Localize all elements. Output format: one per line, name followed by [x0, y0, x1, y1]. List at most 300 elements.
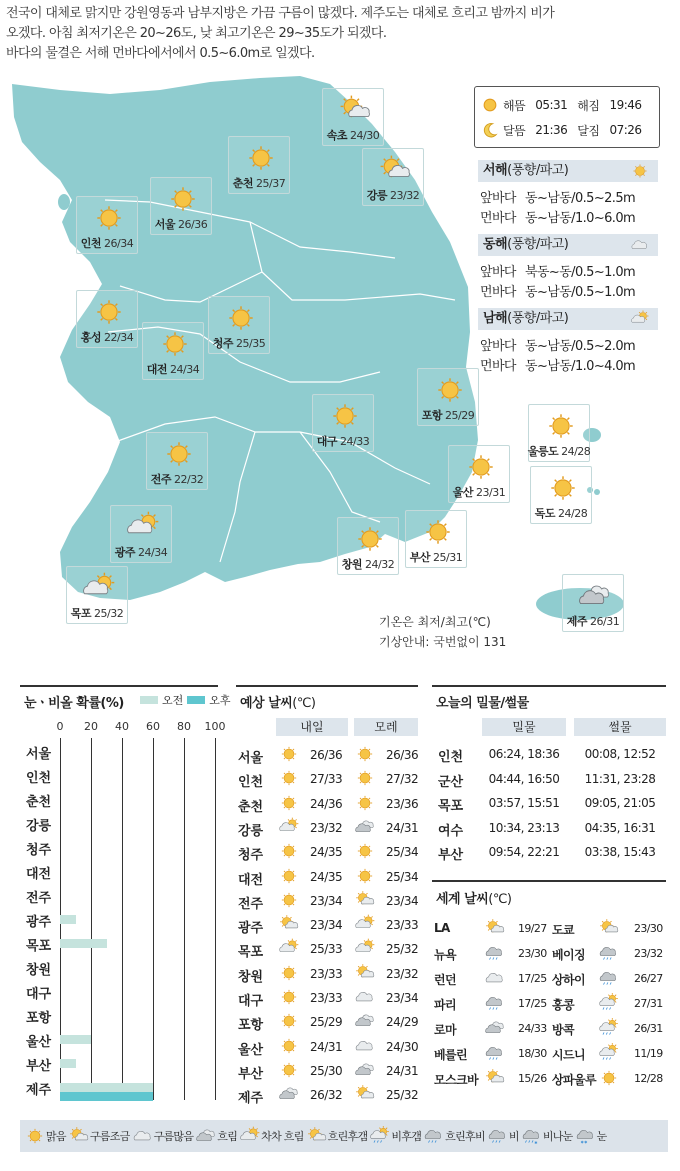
rain-tick-label: 0 [56, 720, 64, 733]
world-icon [484, 1068, 506, 1088]
sun-icon [278, 1036, 300, 1056]
forecast-temp-day1: 23/34 [310, 918, 343, 933]
sun-icon [165, 182, 201, 216]
sunrise-time: 05:31 [535, 98, 568, 112]
world-icon [598, 993, 620, 1013]
forecast-icon-day1 [278, 987, 300, 1007]
rain-city: 창원 [26, 963, 52, 978]
tide-low: 09:05, 21:05 [584, 796, 656, 810]
map-city-label [131, 361, 215, 377]
world-city: 모스크바 [434, 1073, 478, 1087]
sea-row-far [480, 355, 635, 374]
forecast-city: 부산 [238, 1066, 264, 1082]
legend-item [68, 1126, 130, 1146]
map-city-icon [223, 301, 259, 335]
sun-icon [630, 162, 650, 180]
sun-cloud-icon [354, 890, 376, 910]
rain-icon [484, 993, 506, 1013]
sun-icon [278, 1060, 300, 1080]
icon-legend [20, 1120, 668, 1152]
map-city-temp: 24/28 [558, 507, 588, 520]
map-city-icon [243, 141, 279, 175]
forecast-icon-day2 [354, 914, 376, 934]
forecast-icon-day1 [278, 866, 300, 886]
legend-item [132, 1126, 194, 1146]
forecast-icon-day2 [354, 963, 376, 983]
map-city-temp: 24/30 [350, 129, 380, 142]
sea-row-label: 먼바다 [480, 359, 516, 374]
sea-row-label: 앞바다 [480, 339, 516, 354]
rain-tick-label: 40 [115, 720, 129, 733]
forecast-city: 포항 [238, 1018, 264, 1034]
summary-line: 오겠다. 아침 최저기온은 20~26도, 낮 최고기온은 29~35도가 되겠다. [6, 26, 387, 41]
map-city-name: 서울 [154, 218, 176, 231]
sun-icon [161, 437, 197, 471]
rain-city: 대구 [26, 987, 52, 1002]
rain-tick-label: 80 [177, 720, 191, 733]
sun-icon [481, 96, 499, 114]
map-city-name: 제주 [566, 615, 588, 628]
dokdo-island [594, 489, 600, 495]
sun-icon [545, 471, 581, 505]
map-city-temp: 25/37 [256, 177, 286, 190]
map-city-icon [432, 373, 468, 407]
map-city-18 [562, 574, 624, 632]
forecast-city: 전주 [238, 896, 264, 912]
rain-bar-am [60, 939, 107, 948]
cloud-icon [354, 987, 376, 1007]
forecast-temp-day2: 24/29 [386, 1015, 419, 1030]
tide-high: 06:24, 18:36 [488, 747, 560, 761]
rain-bar-am [60, 1083, 153, 1092]
sea-sub: (풍향/파고) [507, 237, 569, 252]
map-city-temp: 26/31 [590, 615, 620, 628]
forecast-icon-day1 [278, 768, 300, 788]
forecast-city: 제주 [238, 1091, 264, 1107]
sun-icon [598, 1068, 620, 1088]
rain-city: 제주 [26, 1083, 52, 1098]
forecast-city: 청주 [238, 848, 264, 864]
forecast-temp-day2: 25/34 [386, 869, 419, 884]
rain-city: 광주 [26, 915, 52, 930]
map-city-label [99, 544, 183, 560]
sun-icon [354, 793, 376, 813]
forecast-icon-day2 [354, 1036, 376, 1056]
forecast-icon-day2 [354, 987, 376, 1007]
legend-label: 비나눈 [542, 1130, 573, 1143]
map-city-name: 대구 [316, 435, 338, 448]
sun-cloud-icon [354, 963, 376, 983]
map-city-0 [322, 88, 384, 146]
legend-item [575, 1126, 607, 1146]
legend-item [306, 1126, 368, 1146]
forecast-icon-day2 [354, 768, 376, 788]
tide-low: 04:35, 16:31 [584, 820, 656, 835]
map-city-label [65, 329, 149, 345]
section-rule [20, 685, 218, 687]
world-city: 베이징 [552, 948, 585, 962]
map-city-icon [377, 153, 413, 187]
map-city-icon [91, 201, 127, 235]
cloud-sun-icon [278, 938, 300, 958]
world-city: 파리 [434, 998, 456, 1012]
rain-city: 인천 [26, 771, 52, 786]
moonset-label: 달짐 [577, 123, 600, 138]
note-line: 기온은 최저/최고(℃) [379, 615, 491, 629]
map-city-icon [125, 510, 161, 544]
cloud-sun-icon [239, 1126, 261, 1146]
rain-city: 전주 [26, 891, 52, 906]
map-city-name: 홍성 [80, 331, 102, 344]
sea-row-label: 앞바다 [480, 191, 516, 206]
sun-cloud-icon [68, 1126, 90, 1146]
world-temp: 17/25 [518, 972, 547, 985]
map-city-label [517, 443, 601, 459]
forecast-icon-day2 [354, 1084, 376, 1104]
map-city-13 [405, 510, 467, 568]
map-city-name: 강릉 [366, 189, 388, 202]
map-city-name: 광주 [114, 546, 136, 559]
forecast-icon-day2 [354, 744, 376, 764]
map-city-icon [157, 327, 193, 361]
world-icon [484, 943, 506, 963]
map-city-label [135, 471, 219, 487]
sun-icon [223, 301, 259, 335]
forecast-icon-day2 [354, 866, 376, 886]
map-city-label [311, 127, 395, 143]
world-city: 도쿄 [552, 923, 574, 937]
sea-row-far [480, 207, 635, 226]
map-city-6 [208, 296, 270, 354]
world-icon [598, 943, 620, 963]
world-city: 뉴욕 [434, 948, 456, 962]
forecast-temp-day1: 27/33 [310, 772, 343, 787]
rain-legend [140, 692, 231, 708]
world-icon [484, 1018, 506, 1038]
sea-header-1 [478, 234, 658, 256]
am-swatch [140, 696, 158, 704]
moon-row [481, 121, 648, 139]
map-city-label [139, 216, 223, 232]
tide-low: 11:31, 23:28 [584, 771, 656, 786]
dark-cloud-icon [278, 1084, 300, 1104]
sea-row-far [480, 281, 635, 300]
map-city-icon [463, 450, 499, 484]
cloud-sun-icon [354, 938, 376, 958]
map-city-name: 부산 [409, 551, 431, 564]
world-temp: 27/31 [634, 997, 663, 1010]
rain-gridline [153, 738, 154, 1100]
summary-line: 전국이 대체로 맑지만 강원영동과 남부지방은 가끔 구름이 많겠다. 제주도는 대체로 흐리고 밤까지 비가 [6, 6, 555, 21]
sun-icon [278, 744, 300, 764]
map-city-temp: 22/34 [104, 331, 134, 344]
tide-city: 군산 [438, 774, 464, 790]
map-city-name: 대전 [146, 363, 168, 376]
forecast-temp-day2: 23/34 [386, 893, 419, 908]
sun-icon [354, 768, 376, 788]
forecast-city: 서울 [238, 751, 264, 766]
map-city-name: 전주 [150, 473, 172, 486]
map-city-2 [362, 148, 424, 206]
legend-label: 흐린후비 [445, 1130, 485, 1143]
forecast-icon-day2 [354, 890, 376, 910]
map-city-label [301, 433, 385, 449]
sun-moon-box [474, 86, 660, 148]
rain-bar-am [60, 915, 76, 924]
map-city-label [55, 605, 139, 621]
sea-name: 남해 [483, 311, 508, 326]
world-icon [598, 968, 620, 988]
dark-cloud-icon [484, 1018, 506, 1038]
map-city-name: 청주 [212, 337, 234, 350]
forecast-temp-day1: 24/36 [310, 796, 343, 811]
legend-item [487, 1126, 519, 1146]
pm-label: 오후 [209, 694, 231, 707]
tide-low: 00:08, 12:52 [584, 747, 656, 761]
legend-item [195, 1126, 237, 1146]
map-city-17 [530, 466, 592, 524]
forecast-icon-day2 [354, 1060, 376, 1080]
map-city-name: 목포 [70, 607, 92, 620]
sun-cloud-icon [278, 914, 300, 934]
rain-city: 청주 [26, 843, 52, 858]
cloud-icon [484, 968, 506, 988]
map-city-temp: 25/29 [445, 409, 475, 422]
world-city: 상하이 [552, 973, 585, 987]
rain-city: 울산 [26, 1035, 52, 1050]
map-city-name: 창원 [341, 558, 363, 571]
rain-city: 강릉 [26, 819, 52, 834]
sunset-label: 해짐 [577, 98, 600, 113]
rain-bar-pm [60, 1092, 153, 1101]
world-city: 홍콩 [552, 998, 574, 1012]
moon-icon [481, 121, 499, 139]
svg-text:✱ ✱: ✱ ✱ [580, 1139, 587, 1145]
forecast-title-text: 예상 날씨 [240, 696, 293, 711]
dark-cloud-icon [577, 579, 613, 613]
ganghwa-island [58, 194, 70, 210]
forecast-icon-day2 [354, 793, 376, 813]
tide-city: 부산 [438, 848, 464, 863]
dark-cloud-icon [354, 817, 376, 837]
map-city-icon [337, 93, 373, 127]
sun-icon [420, 515, 456, 549]
world-icon [598, 1068, 620, 1088]
legend-item [24, 1126, 66, 1146]
map-city-12 [110, 505, 172, 563]
world-icon [598, 918, 620, 938]
map-city-icon [420, 515, 456, 549]
tide-high: 03:57, 15:51 [488, 796, 560, 810]
world-title-text: 세계 날씨 [436, 892, 489, 907]
sun-icon [91, 295, 127, 329]
legend-label: 맑음 [46, 1130, 66, 1143]
forecast-temp-day2: 25/32 [386, 942, 419, 957]
rain-icon [484, 1043, 506, 1063]
forecast-temp-day1: 25/29 [310, 1015, 343, 1030]
forecast-city: 광주 [238, 921, 264, 937]
section-rule [432, 880, 666, 882]
legend-label: 흐림 [217, 1130, 238, 1143]
map-city-temp: 26/34 [104, 237, 134, 250]
map-city-name: 포항 [421, 409, 443, 422]
world-city: 베를린 [434, 1048, 467, 1062]
sun-icon [278, 963, 300, 983]
rain-gridline [184, 738, 185, 1100]
am-label: 오전 [162, 694, 184, 707]
rain-bar-am [60, 1059, 76, 1068]
world-city: 방콕 [552, 1023, 574, 1037]
forecast-icon-day1 [278, 1036, 300, 1056]
map-city-temp: 24/28 [561, 445, 591, 458]
forecast-temp-day1: 23/33 [310, 966, 343, 981]
map-city-14 [337, 517, 399, 575]
sun-cloud-icon [484, 1068, 506, 1088]
cloud-sun-icon [354, 914, 376, 934]
map-city-16 [528, 404, 590, 462]
map-city-temp: 23/32 [390, 189, 420, 202]
map-city-name: 속초 [326, 129, 348, 142]
rain-icon [598, 968, 620, 988]
forecast-temp-day2: 27/32 [386, 772, 419, 787]
world-temp: 12/28 [634, 1072, 663, 1085]
map-city-temp: 24/34 [170, 363, 200, 376]
world-icon [598, 1018, 620, 1038]
forecast-temp-day2: 24/30 [386, 1039, 419, 1054]
world-city: 시드니 [552, 1048, 585, 1062]
forecast-temp-day2: 24/31 [386, 820, 419, 835]
sunrise-label: 해뜸 [503, 98, 526, 113]
sun-icon [354, 744, 376, 764]
legend-label: 구름많음 [153, 1130, 194, 1143]
world-title [436, 888, 512, 907]
tide-title: 오늘의 밀물/썰물 [436, 696, 529, 711]
forecast-temp-day1: 26/36 [310, 748, 343, 762]
sun-cloud-icon [337, 93, 373, 127]
world-temp: 19/27 [518, 922, 547, 935]
note-line: 기상안내: 국번없이 131 [379, 635, 507, 649]
map-city-name: 독도 [534, 507, 556, 520]
forecast-temp-day1: 26/32 [310, 1088, 343, 1103]
rain-city: 서울 [26, 747, 52, 762]
rain-city: 대전 [26, 867, 52, 882]
forecast-icon-day1 [278, 1084, 300, 1104]
map-city-icon [543, 409, 579, 443]
forecast-city: 춘천 [238, 799, 264, 815]
forecast-temp-day1: 24/31 [310, 1039, 343, 1054]
map-note [379, 612, 506, 652]
sun-icon [24, 1126, 46, 1146]
legend-item [423, 1126, 485, 1146]
tide-city: 목포 [438, 799, 464, 814]
snow-icon [575, 1126, 597, 1146]
legend-label: 비후갬 [391, 1130, 422, 1143]
sun-cloud-icon [377, 153, 413, 187]
legend-label: 눈 [596, 1130, 607, 1143]
forecast-temp-day2: 26/36 [386, 748, 419, 762]
forecast-icon-day1 [278, 744, 300, 764]
sea-row-label: 먼바다 [480, 285, 516, 300]
rain-bar-am [60, 1035, 91, 1044]
map-city-label [217, 175, 301, 191]
sunset-time: 19:46 [609, 98, 642, 112]
world-temp: 15/26 [518, 1072, 547, 1085]
map-city-temp: 25/31 [433, 551, 463, 564]
sun-rain-icon [598, 993, 620, 1013]
map-city-icon [165, 182, 201, 216]
cloud-sun-icon [81, 571, 117, 605]
forecast-day1-header: 내일 [276, 718, 348, 736]
forecast-temp-day1: 23/32 [310, 820, 343, 835]
rain-title: 눈ㆍ비올 확률(%) [24, 696, 124, 711]
map-city-icon [545, 471, 581, 505]
world-temp: 11/19 [634, 1047, 663, 1060]
map-city-label [326, 556, 410, 572]
tide-high: 10:34, 23:13 [488, 820, 560, 835]
legend-label: 흐린후갬 [327, 1130, 368, 1143]
cloud-icon [354, 1036, 376, 1056]
sea-name: 서해 [483, 163, 508, 178]
rain-tick-label: 100 [204, 720, 226, 733]
tide-high: 09:54, 22:21 [488, 845, 560, 859]
map-city-label [197, 335, 281, 351]
legend-item [521, 1126, 573, 1146]
pm-swatch [187, 696, 205, 704]
legend-label: 비 [508, 1130, 519, 1143]
map-city-temp: 24/34 [138, 546, 168, 559]
dark-cloud-icon [354, 1060, 376, 1080]
sun-icon [278, 768, 300, 788]
map-city-7 [142, 322, 204, 380]
rain-city: 부산 [26, 1059, 52, 1074]
map-city-label [519, 505, 603, 521]
forecast-temp-day2: 23/36 [386, 796, 419, 811]
world-unit: (℃) [488, 892, 512, 907]
map-city-8 [417, 368, 479, 426]
sun-icon [278, 841, 300, 861]
forecast-temp-day1: 23/34 [310, 893, 343, 908]
forecast-city: 울산 [238, 1042, 264, 1058]
map-city-icon [161, 437, 197, 471]
rain-icon [598, 943, 620, 963]
rain-city: 춘천 [26, 795, 52, 810]
summary-line: 바다의 물결은 서해 먼바다에서에서 0.5~6.0m로 일겠다. [6, 46, 315, 61]
world-icon [484, 968, 506, 988]
rain-icon [423, 1126, 445, 1146]
world-temp: 23/32 [634, 947, 663, 960]
forecast-temp-day2: 25/34 [386, 845, 419, 860]
cloud-sun-icon [125, 510, 161, 544]
map-city-name: 춘천 [232, 177, 254, 190]
forecast-city: 대전 [238, 872, 264, 888]
forecast-icon-day2 [354, 841, 376, 861]
sun-cloud-icon [306, 1126, 328, 1146]
forecast-icon-day1 [278, 938, 300, 958]
dark-cloud-icon [195, 1126, 217, 1146]
map-city-icon [327, 399, 363, 433]
forecast-city: 인천 [238, 775, 264, 791]
moonrise-time: 21:36 [535, 123, 568, 137]
forecast-temp-day2: 25/32 [386, 1088, 419, 1103]
forecast-temp-day2: 23/34 [386, 991, 419, 1005]
world-icon [484, 1043, 506, 1063]
forecast-icon-day1 [278, 914, 300, 934]
sea-header-0 [478, 160, 658, 182]
map-city-3 [150, 177, 212, 235]
rain-gridline [91, 738, 92, 1100]
sun-row [481, 96, 648, 114]
sun-icon [278, 987, 300, 1007]
